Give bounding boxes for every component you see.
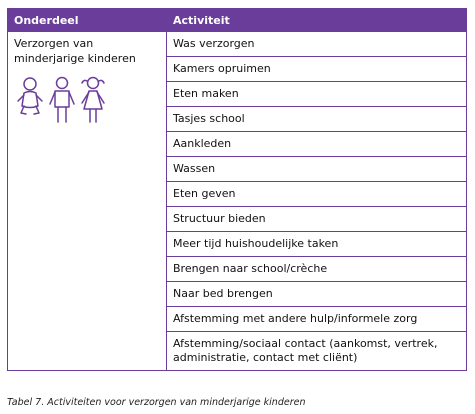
onderdeel-label: Verzorgen van minderjarige kinderen bbox=[14, 37, 136, 65]
activity-cell: Meer tijd huishoudelijke taken bbox=[167, 232, 467, 257]
activity-cell: Was verzorgen bbox=[167, 32, 467, 57]
activity-cell: Eten maken bbox=[167, 82, 467, 107]
header-onderdeel: Onderdeel bbox=[8, 9, 167, 32]
children-icon bbox=[16, 76, 160, 128]
activity-cell: Afstemming/sociaal contact (aankomst, vertrek, administratie, contact met cliënt) bbox=[167, 332, 467, 371]
activity-cell: Tasjes school bbox=[167, 107, 467, 132]
table-caption: Tabel 7. Activiteiten voor verzorgen van minderjarige kinderen bbox=[7, 397, 306, 408]
table-header-row bbox=[8, 9, 467, 32]
activity-cell: Eten geven bbox=[167, 182, 467, 207]
activity-cell: Naar bed brengen bbox=[167, 282, 467, 307]
activity-cell: Aankleden bbox=[167, 132, 467, 157]
table-row bbox=[8, 32, 467, 57]
onderdeel-cell bbox=[8, 32, 167, 371]
header-activiteit: Activiteit bbox=[167, 9, 467, 32]
activities-table bbox=[7, 8, 467, 371]
activity-cell: Kamers opruimen bbox=[167, 57, 467, 82]
activity-cell: Brengen naar school/crèche bbox=[167, 257, 467, 282]
activity-cell: Wassen bbox=[167, 157, 467, 182]
activity-cell: Afstemming met andere hulp/informele zorg bbox=[167, 307, 467, 332]
activity-cell: Structuur bieden bbox=[167, 207, 467, 232]
